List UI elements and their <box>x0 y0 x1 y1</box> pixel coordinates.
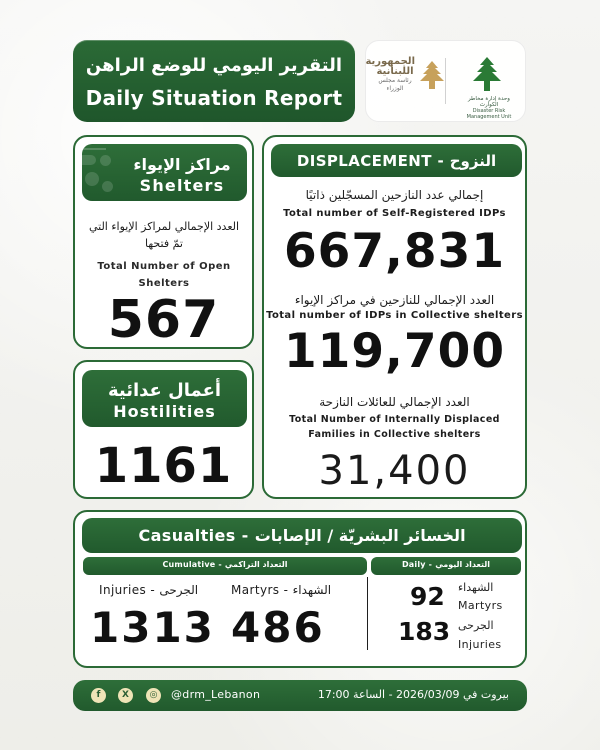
shelters-value: 567 <box>107 290 220 350</box>
report-title-card <box>73 40 355 122</box>
displacement-row-1-value: 667,831 <box>283 224 506 279</box>
facebook-icon[interactable]: f <box>91 688 106 703</box>
x-icon[interactable]: X <box>118 688 133 703</box>
report-title-english: Daily Situation Report <box>85 86 343 110</box>
drm-logo-text <box>462 96 516 120</box>
cumulative-martyrs-value: 486 <box>231 603 325 652</box>
cumulative-subheader <box>83 557 367 575</box>
displacement-row-1-english: Total number of Self-Registered IDPs <box>283 208 506 219</box>
casualties-panel <box>73 510 527 668</box>
government-logo-subtitle: رئاسة مجلس الوزراء <box>378 77 412 92</box>
displacement-header <box>271 144 522 177</box>
displacement-row-1-arabic: إجمالي عدد النازحين المسجّلين ذاتيًا <box>305 188 484 202</box>
displacement-title: DISPLACEMENT - النزوح <box>296 152 497 170</box>
casualties-header <box>82 518 522 553</box>
social-handle: @drm_Lebanon <box>171 688 261 701</box>
drm-logo-arabic: وحدة إدارة مخاطر الكوارث <box>468 96 510 108</box>
displacement-row-2-value: 119,700 <box>283 324 506 379</box>
hostilities-value: 1161 <box>94 438 233 494</box>
report-title-arabic: التقرير اليومي للوضع الراهن <box>85 55 343 76</box>
cumulative-injuries-label: Injuries - الجرحى <box>99 583 199 597</box>
daily-martyrs-label-english: Martyrs <box>458 599 503 612</box>
government-logo-text <box>365 56 415 93</box>
logo-divider <box>445 58 446 104</box>
shelters-title-english: Shelters <box>139 176 225 195</box>
displacement-row-3-value: 31,400 <box>318 448 471 494</box>
displacement-row-2-arabic: العدد الإجمالي للنازحين في مراكز الإيواء <box>294 293 495 307</box>
shelters-description-english: Total Number of Open Shelters <box>97 261 231 289</box>
footer-bar <box>73 680 527 711</box>
daily-martyrs-value: 92 <box>410 582 445 611</box>
daily-injuries-label-arabic: الجرحى <box>458 619 494 632</box>
cumulative-martyrs-label: Martyrs - الشهداء <box>231 583 332 597</box>
shelters-header <box>82 144 247 201</box>
hostilities-header <box>82 370 247 427</box>
cumulative-injuries-value: 1313 <box>90 603 215 652</box>
hostilities-title-english: Hostilities <box>113 402 216 421</box>
daily-subheader <box>371 557 521 575</box>
casualties-divider <box>367 577 368 650</box>
logos-card <box>365 40 526 122</box>
displacement-row-2-english: Total number of IDPs in Collective shelters <box>266 310 523 321</box>
daily-subheader-text: Daily - التعداد اليومي <box>401 560 491 569</box>
cedar-tree-icon <box>418 59 446 93</box>
cumulative-subheader-text: Cumulative - التعداد التراكمي <box>162 560 288 569</box>
hostilities-panel <box>73 360 254 499</box>
cedar-tree-icon <box>470 55 504 95</box>
displacement-row-3-arabic: العدد الإجمالي للعائلات النازحة <box>319 395 470 409</box>
daily-injuries-label-english: Injuries <box>458 638 502 651</box>
daily-injuries-value: 183 <box>398 617 451 646</box>
drm-logo-english: Disaster Risk Management Unit <box>466 108 512 120</box>
government-logo-title: الجمهورية اللبنانية <box>365 56 415 77</box>
report-date-time: بيروت في 2026/03/09 - الساعة 17:00 <box>317 688 509 701</box>
shelter-pattern-icon <box>82 144 122 201</box>
instagram-icon[interactable]: ◎ <box>146 688 161 703</box>
daily-martyrs-label-arabic: الشهداء <box>458 581 494 594</box>
hostilities-title-arabic: أعمال عدائية <box>107 380 222 401</box>
displacement-panel <box>262 135 527 499</box>
casualties-title: Casualties - الخسائر البشريّة / الإصابات <box>138 526 466 545</box>
shelters-title-arabic: مراكز الإيواء <box>133 155 231 174</box>
displacement-row-3-english: Total Number of Internally Displaced Families in Collective shelters <box>289 414 500 440</box>
shelters-description-arabic: العدد الإجمالي لمراكز الإيواء التي تمّ فتحها <box>88 220 240 250</box>
shelters-panel <box>73 135 254 349</box>
